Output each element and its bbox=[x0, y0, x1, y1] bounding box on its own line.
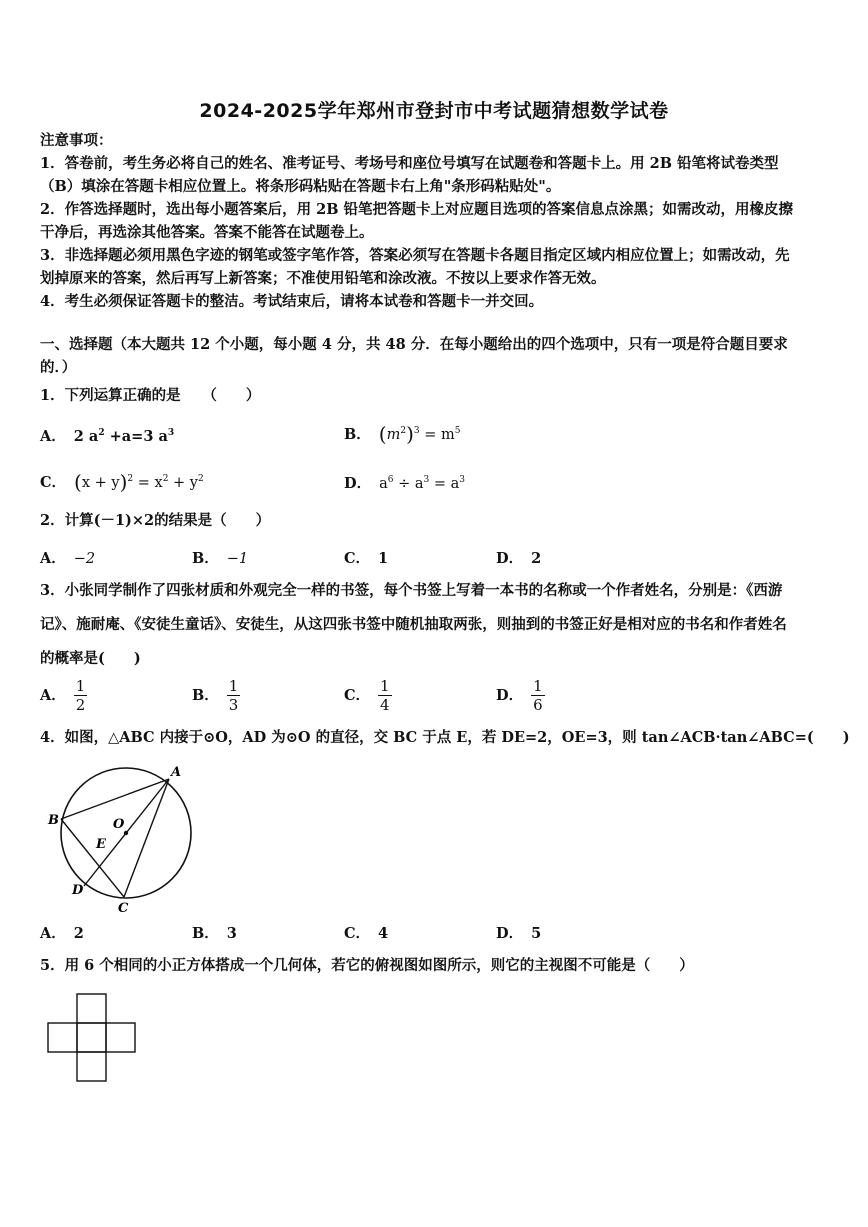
center-point bbox=[124, 831, 128, 835]
q1-option-b: B． $(m^2)^3 = m^5$ bbox=[344, 422, 461, 446]
denominator: 3 bbox=[228, 696, 239, 714]
q4-option-a bbox=[40, 922, 84, 943]
option-value: −2 bbox=[73, 551, 96, 567]
q2-option-b bbox=[192, 547, 248, 568]
option-label: D． bbox=[496, 686, 524, 704]
option-value: 3 bbox=[226, 925, 237, 942]
q1-option-a: A． 2 $a^2 +a=3$ $a^3$ bbox=[40, 428, 175, 445]
option-label: C． bbox=[40, 474, 67, 491]
square bbox=[77, 1023, 106, 1052]
question-3-line: 的概率是( ) bbox=[40, 650, 141, 667]
q3-option-b bbox=[192, 677, 240, 714]
fraction bbox=[227, 677, 241, 714]
notice-line: 1．答卷前，考生务必将自己的姓名、准考证号、考场号和座位号填写在试题卷和答题卡上。用 2B 铅笔将试卷类型 bbox=[40, 155, 779, 172]
question-2-stem: 2．计算(－1)×2的结果是（ ） bbox=[40, 512, 271, 529]
segment-ac bbox=[124, 779, 169, 897]
question-3-line: 3．小张同学制作了四张材质和外观完全一样的书签，每个书签上写着一本书的名称或一个作者姓名，分别是：《西游 bbox=[40, 582, 783, 599]
q4-option-b bbox=[192, 922, 237, 943]
notice-line: 3．非选择题必须用黑色字迹的钢笔或签字笔作答，答案必须写在答题卡各题目指定区域内相应位置上；如需改动，先 bbox=[40, 247, 790, 264]
q1-option-d: D． $a^6 \div a^3 = a^3$ bbox=[344, 475, 465, 492]
q3-option-a bbox=[40, 677, 87, 714]
option-label: D． bbox=[496, 550, 524, 567]
square bbox=[106, 1023, 135, 1052]
q2-option-d bbox=[496, 547, 541, 568]
page-title: 2024-2025学年郑州市登封市中考试题猜想数学试卷 bbox=[199, 100, 669, 122]
section-heading: 一、选择题（本大题共 12 个小题，每小题 4 分，共 48 分．在每小题给出的四个选项中，只有一项是符合题目要求 bbox=[40, 336, 788, 353]
numerator: 1 bbox=[380, 677, 390, 695]
square bbox=[48, 1023, 77, 1052]
option-label: A． bbox=[40, 428, 66, 445]
label-d: D bbox=[72, 883, 84, 898]
question-4-stem: 4．如图，△ABC 内接于⊙O，AD 为⊙O 的直径，交 BC 于点 E，若 DE=2，OE=3，则 tan∠ACB·tan∠ABC=( ) bbox=[40, 729, 850, 746]
numerator: 1 bbox=[228, 677, 239, 695]
fraction bbox=[74, 677, 88, 714]
option-label: D． bbox=[344, 475, 372, 492]
option-value: 1 bbox=[378, 550, 389, 567]
label-b: B bbox=[48, 813, 59, 828]
notice-line: 2．作答选择题时，选出每小题答案后，用 2B 铅笔把答题卡上对应题目选项的答案信息点涂黑；如需改动，用橡皮擦 bbox=[40, 201, 794, 218]
label-a: A bbox=[171, 765, 182, 780]
notice-line: 划掉原来的答案，然后再写上新答案；不准使用铅笔和涂改液。不按以上要求作答无效。 bbox=[40, 270, 606, 287]
option-label: D． bbox=[496, 925, 524, 942]
numerator: 1 bbox=[75, 677, 86, 695]
option-label: C． bbox=[344, 686, 371, 704]
fraction bbox=[531, 677, 545, 714]
option-value: 4 bbox=[378, 925, 389, 942]
denominator: 4 bbox=[380, 696, 390, 714]
label-e: E bbox=[96, 837, 106, 852]
q2-option-c bbox=[344, 547, 388, 568]
denominator: 2 bbox=[75, 696, 86, 714]
label-o: O bbox=[113, 817, 125, 832]
option-label: A． bbox=[40, 925, 66, 942]
q3-option-c bbox=[344, 677, 392, 714]
option-label: C． bbox=[344, 550, 371, 567]
option-value: −1 bbox=[226, 551, 249, 567]
square bbox=[77, 1052, 106, 1081]
option-label: B． bbox=[192, 925, 219, 942]
denominator: 6 bbox=[533, 696, 543, 714]
q3-option-d bbox=[496, 677, 545, 714]
circle-figure bbox=[40, 762, 200, 917]
option-label: B． bbox=[344, 426, 371, 443]
question-5-stem: 5．用 6 个相同的小正方体搭成一个几何体，若它的俯视图如图所示，则它的主视图不可能是（ ） bbox=[40, 957, 694, 974]
question-1-stem: 1．下列运算正确的是 （ ） bbox=[40, 387, 261, 404]
question-3-line: 记》、施耐庵、《安徒生童话》、安徒生，从这四张书签中随机抽取两张，则抽到的书签正好是相对应的书名和作者姓名 bbox=[40, 616, 787, 633]
notice-heading: 注意事项： bbox=[40, 132, 113, 149]
fraction bbox=[378, 677, 392, 714]
option-value: 2 bbox=[531, 550, 542, 567]
option-value: 2 bbox=[73, 925, 84, 942]
q2-option-a bbox=[40, 547, 95, 568]
label-c: C bbox=[118, 901, 129, 916]
notice-line: 干净后，再选涂其他答案。答案不能答在试题卷上。 bbox=[40, 224, 374, 241]
option-label: C． bbox=[344, 925, 371, 942]
q4-option-d bbox=[496, 922, 541, 943]
notice-line: 4．考生必须保证答题卡的整洁。考试结束后，请将本试卷和答题卡一并交回。 bbox=[40, 293, 544, 310]
square bbox=[77, 994, 106, 1023]
option-label: A． bbox=[40, 550, 66, 567]
option-label: B． bbox=[192, 686, 219, 704]
top-view-figure bbox=[40, 988, 144, 1086]
option-label: A． bbox=[40, 686, 66, 704]
notice-line: （B）填涂在答题卡相应位置上。将条形码粘贴在答题卡右上角"条形码粘贴处"。 bbox=[40, 178, 561, 195]
q4-option-c bbox=[344, 922, 388, 943]
q1-option-c: C． $(x + y)^2 = x^2 + y^2$ bbox=[40, 470, 204, 494]
q1-a-expr: 2 a bbox=[73, 428, 99, 445]
option-value: 5 bbox=[531, 925, 542, 942]
section-heading-cont: 的．） bbox=[40, 359, 77, 376]
option-label: B． bbox=[192, 550, 219, 567]
numerator: 1 bbox=[533, 677, 543, 695]
